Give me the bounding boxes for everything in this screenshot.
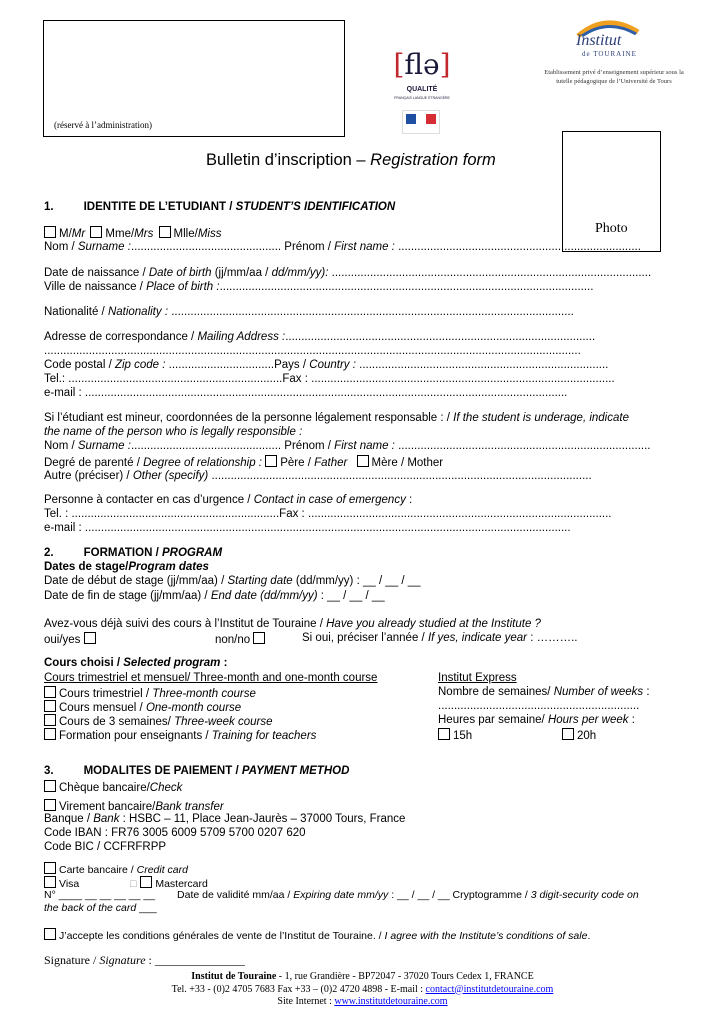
course-option-three-month[interactable]: Cours trimestriel / Three-month course [44, 686, 256, 700]
civility-m-checkbox[interactable] [44, 226, 56, 238]
institut-express-title: Institut Express [438, 672, 517, 684]
civility-row: M/Mr Mme/Mrs Mlle/Miss [44, 226, 221, 240]
payment-card-option[interactable]: Carte bancaire / Credit card [44, 862, 188, 876]
minor-note-en: the name of the person who is legally responsible : [44, 426, 303, 438]
course-option-three-week[interactable]: Cours de 3 semaines/ Three-week course [44, 714, 273, 728]
civility-mme-checkbox[interactable] [90, 226, 102, 238]
mastercard-option[interactable]: □ Mastercard [130, 878, 208, 890]
guardian-name-row[interactable]: Nom / Surname :............................................... Prénom / First name : ............................................................................... [44, 440, 651, 452]
selected-program-title: Cours choisi / Selected program : [44, 657, 228, 669]
hours-20-option[interactable]: 20h [562, 728, 596, 742]
course-three-week-checkbox[interactable] [44, 714, 56, 726]
courses-subtitle: Cours trimestriel et mensuel/ Three-month and one-month course [44, 672, 378, 684]
tel-fax-row[interactable]: Tel.: ...................................................................Fax : ............................................................................................... [44, 373, 615, 385]
emergency-tel-fax-row[interactable]: Tel. : .................................................................Fax : ............................................................................................... [44, 508, 612, 520]
address-line2[interactable]: ........................................................................................................................................................................ [44, 345, 581, 357]
footer-email-link[interactable]: contact@institutdetouraine.com [425, 983, 554, 995]
mastercard-checkbox[interactable] [140, 876, 152, 888]
course-option-teachers[interactable]: Formation pour enseignants / Training for teachers [44, 728, 316, 742]
emergency-email-row[interactable]: e-mail : ........................................................................................................................................................ [44, 522, 571, 534]
already-yes-checkbox[interactable] [84, 632, 96, 644]
hours-20-checkbox[interactable] [562, 728, 574, 740]
weeks-field[interactable]: ............................................................... [438, 700, 640, 712]
accept-conditions-checkbox[interactable] [44, 928, 56, 940]
admin-note: (réservé à l’administration) [54, 120, 152, 130]
email-row[interactable]: e-mail : ....................................................................................................................................................... [44, 387, 568, 399]
hours-15-option[interactable]: 15h [438, 728, 472, 742]
footer-website: Site Internet : www.institutdetouraine.com [277, 996, 448, 1007]
payment-transfer-checkbox[interactable] [44, 799, 56, 811]
visa-option[interactable]: Visa [44, 876, 79, 890]
page-title: Bulletin d’inscription – Registration form [206, 151, 496, 169]
already-no-option: non/no [215, 632, 268, 646]
bic: Code BIC / CCFRFRPP [44, 841, 167, 853]
payment-transfer-option[interactable]: Virement bancaire/Bank transfer [44, 799, 224, 813]
name-row[interactable]: Nom / Surname :............................................... Prénom / First name : ............................................................................ [44, 241, 641, 253]
year-row[interactable]: Si oui, préciser l’année / If yes, indicate year : ……….. [302, 632, 578, 644]
civility-mlle-checkbox[interactable] [159, 226, 171, 238]
payment-check-option[interactable]: Chèque bancaire/Check [44, 780, 182, 794]
payment-card-checkbox[interactable] [44, 862, 56, 874]
emergency-contact-label: Personne à contacter en cas d’urgence / Contact in case of emergency : [44, 494, 413, 506]
admin-reserved-box [43, 20, 345, 137]
zip-country-row[interactable]: Code postal / Zip code : .................................Pays / Country : .............................................................................. [44, 359, 609, 371]
footer-website-link[interactable]: www.institutdetouraine.com [334, 996, 448, 1007]
signature-row[interactable]: Signature / Signature : _______________ [44, 953, 245, 967]
course-one-month-checkbox[interactable] [44, 700, 56, 712]
father-checkbox[interactable] [265, 455, 277, 467]
footer [0, 971, 725, 1009]
payment-check-checkbox[interactable] [44, 780, 56, 792]
fle-quality-label: QUALITÉ [406, 86, 438, 93]
fle-quality-logo: [flə] QUALITÉ FRANÇAIS LANGUE ÉTRANGÈRE [392, 46, 454, 138]
dob-row[interactable]: Date de naissance / Date of birth (jj/mm/aa / dd/mm/yy): .................................................................................................... [44, 267, 652, 279]
already-no-checkbox[interactable] [253, 632, 265, 644]
course-teachers-checkbox[interactable] [44, 728, 56, 740]
already-studied-question: Avez-vous déjà suivi des cours à l’Institut de Touraine / Have you already studied at the Institute ? [44, 618, 541, 630]
end-date-row[interactable]: Date de fin de stage (jj/mm/aa) / End date (dd/mm/yy) : __ / __ / __ [44, 590, 385, 602]
minor-note: Si l’étudiant est mineur, coordonnées de la personne légalement responsable : / If the student is underage, indicate [44, 412, 629, 424]
photo-box [562, 131, 661, 252]
fle-sub-label: FRANÇAIS LANGUE ÉTRANGÈRE [394, 96, 450, 100]
accept-conditions-row[interactable]: J’accepte les conditions générales de vente de l’Institut de Touraine. / I agree with the Institute’s conditions of sale. [44, 928, 590, 942]
hours-label: Heures par semaine/ Hours per week : [438, 714, 635, 726]
section3-heading: 3. MODALITES DE PAIEMENT / PAYMENT METHOD [44, 765, 350, 777]
pob-row[interactable]: Ville de naissance / Place of birth :..................................................................................................................... [44, 281, 594, 293]
relationship-row: Degré de parenté / Degree of relationship : Père / Father Mère / Mother [44, 457, 444, 469]
card-details-row2[interactable]: the back of the card ___ [44, 902, 157, 914]
photo-label: Photo [595, 221, 628, 236]
program-dates-title: Dates de stage/Program dates [44, 561, 209, 573]
nationality-row[interactable]: Nationalité / Nationality : .............................................................................................................................. [44, 306, 574, 318]
visa-checkbox[interactable] [44, 876, 56, 888]
iban: Code IBAN : FR76 3005 6009 5709 5700 0207 620 [44, 827, 306, 839]
footer-address: Institut de Touraine - 1, rue Grandière - BP72047 - 37020 Tours Cedex 1, FRANCE [191, 971, 534, 982]
bank-details: Banque / Bank : HSBC – 11, Place Jean-Jaurès – 37000 Tours, France [44, 813, 406, 825]
hours-15-checkbox[interactable] [438, 728, 450, 740]
section1-heading: 1. IDENTITE DE L’ETUDIANT / STUDENT’S IDENTIFICATION [44, 201, 396, 213]
section2-heading: 2. FORMATION / PROGRAM [44, 547, 223, 559]
weeks-label: Nombre de semaines/ Number of weeks : [438, 686, 650, 698]
other-relationship-row[interactable]: Autre (préciser) / Other (specify) ....................................................................................................................... [44, 470, 592, 482]
card-details-row[interactable]: N° ____ __ __ __ __ __ Date de validité mm/aa / Expiring date mm/yy : __ / __ / __ Cryptogramme / 3 digit-security code on [44, 889, 639, 901]
mother-checkbox[interactable] [357, 455, 369, 467]
institut-touraine-logo: Institut de TOURAINE [566, 14, 646, 64]
institut-description: Etablissement privé d’enseignement supérieur sous la tutelle pédagogique de l’Université de Tours [544, 69, 684, 85]
address-row[interactable]: Adresse de correspondance / Mailing Address :................................................................................................. [44, 331, 596, 343]
course-three-month-checkbox[interactable] [44, 686, 56, 698]
course-option-one-month[interactable]: Cours mensuel / One-month course [44, 700, 241, 714]
start-date-row[interactable]: Date de début de stage (jj/mm/aa) / Starting date (dd/mm/yy) : __ / __ / __ [44, 575, 421, 587]
already-yes-option: oui/yes [44, 632, 99, 646]
french-republic-emblem [402, 110, 440, 134]
footer-contact: Tel. +33 - (0)2 4705 7683 Fax +33 – (0)2 4720 4898 - E-mail : contact@institutdetouraine.com [171, 983, 554, 995]
